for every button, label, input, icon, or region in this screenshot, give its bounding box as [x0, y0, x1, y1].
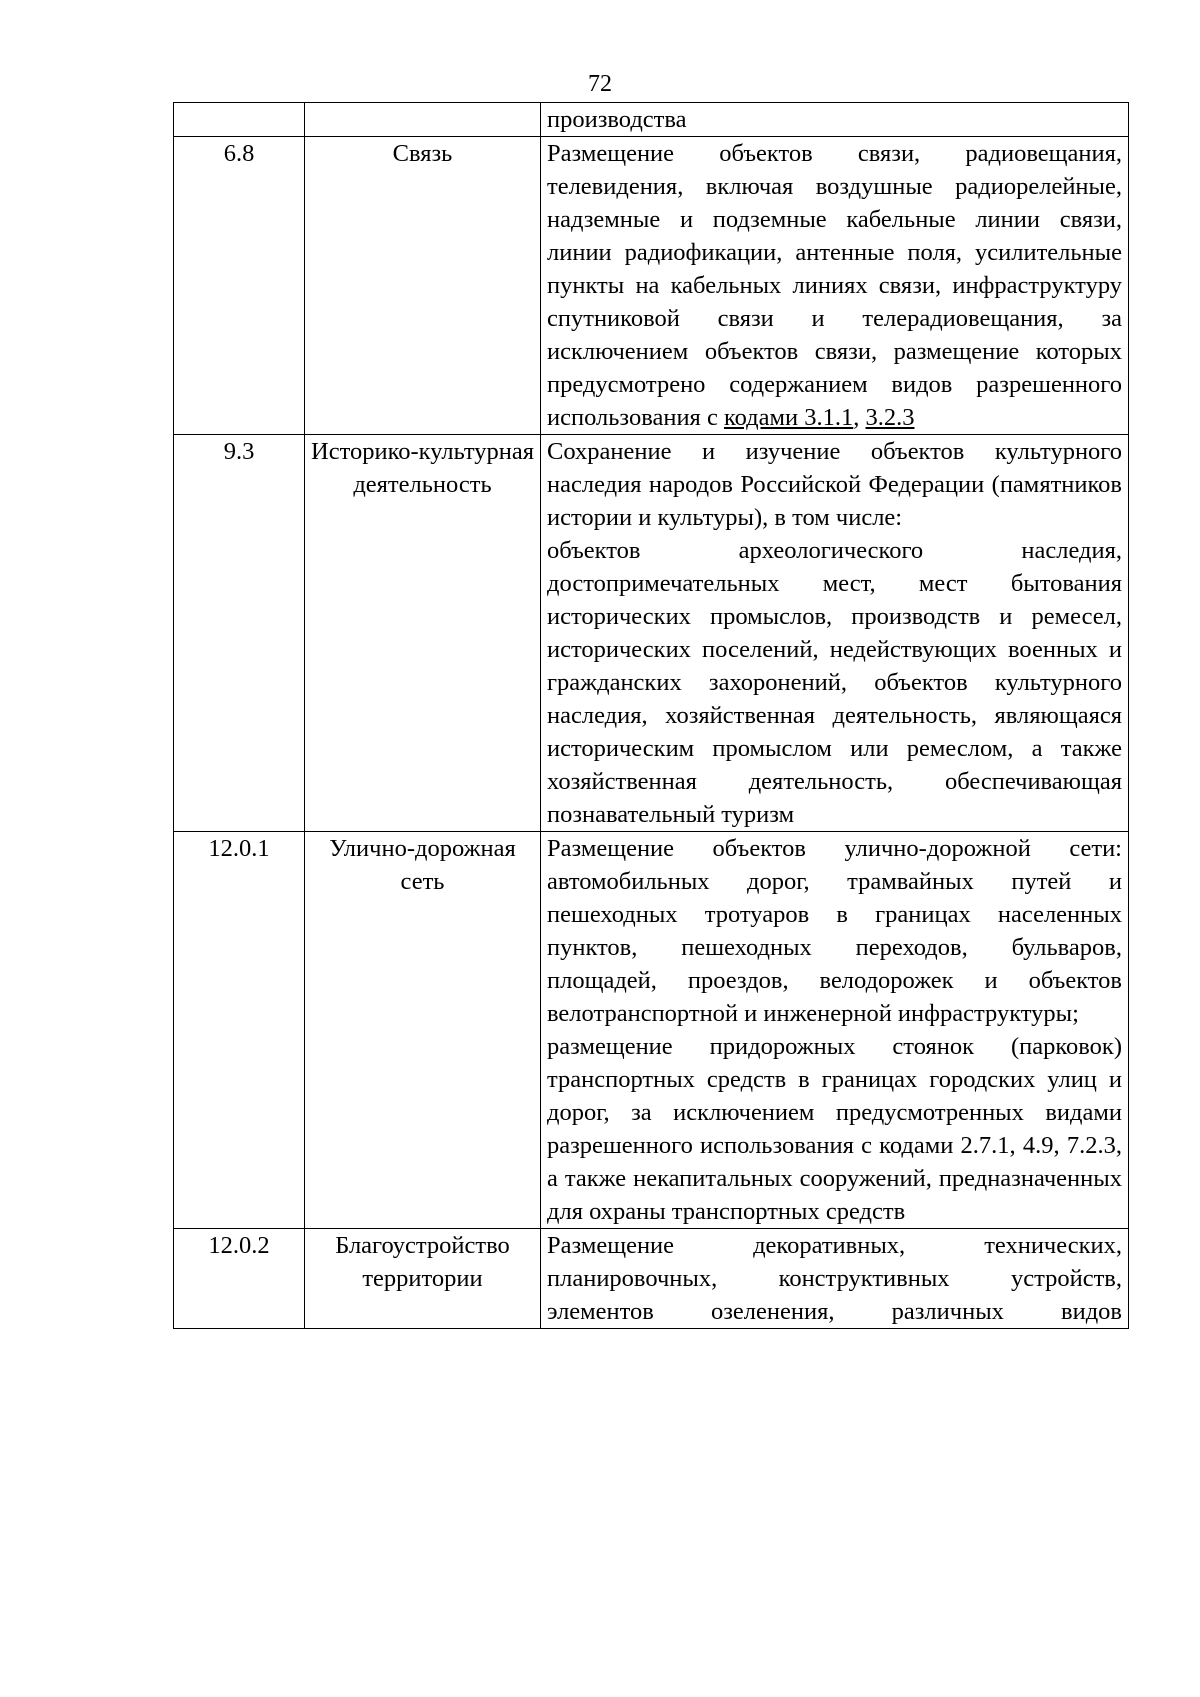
- description-paragraph: объектов археологического наследия, достопримечательных мест, мест бытования исторических промыслов, производств и ремесел, исторических поселений, недействующих военных и гражданских захоронений, объектов культурного наследия, хозяйственная деятельность, являющаяся историческим промыслом или ремеслом, а также хозяйственная деятельность, обеспечивающая познавательный туризм: [547, 537, 1122, 828]
- table-row: [174, 137, 1129, 435]
- code-cell: 12.0.2: [174, 1229, 305, 1329]
- link-separator: ,: [853, 404, 866, 431]
- name-cell: Благоустройство территории: [305, 1229, 541, 1329]
- description-cell: [541, 103, 1129, 137]
- land-use-table: [173, 102, 1129, 1329]
- code-cell: 12.0.1: [174, 832, 305, 1229]
- description-cell: [541, 832, 1129, 1229]
- table-row: [174, 1229, 1129, 1329]
- description-paragraph: Размещение объектов улично-дорожной сети: автомобильных дорог, трамвайных путей и пешеходных тротуаров в границах населенных пунктов, пешеходных переходов, бульваров, площадей, проездов, велодорожек и объектов велотранспортной и инженерной инфраструктуры;: [547, 835, 1122, 1027]
- description-cell: [541, 137, 1129, 435]
- description-cell: [541, 1229, 1129, 1329]
- code-cell: 9.3: [174, 435, 305, 832]
- table-row: [174, 435, 1129, 832]
- code-link-3-2-3[interactable]: 3.2.3: [865, 404, 915, 431]
- description-paragraph: [547, 137, 1122, 434]
- code-link-3-1-1[interactable]: кодами 3.1.1: [723, 404, 854, 431]
- table-row: [174, 103, 1129, 137]
- name-cell: Улично-дорожная сеть: [305, 832, 541, 1229]
- table-row: [174, 832, 1129, 1229]
- description-paragraph: Сохранение и изучение объектов культурного наследия народов Российской Федерации (памятников истории и культуры), в том числе:: [547, 438, 1122, 531]
- description-paragraph: размещение придорожных стоянок (парковок) транспортных средств в границах городских улиц и дорог, за исключением предусмотренных видами разрешенного использования с кодами 2.7.1, 4.9, 7.2.3, а также некапитальных сооружений, предназначенных для охраны транспортных средств: [547, 1033, 1122, 1225]
- name-cell: Связь: [305, 137, 541, 435]
- description-paragraph: производства: [547, 106, 687, 133]
- code-cell: 6.8: [174, 137, 305, 435]
- page-number: 72: [588, 71, 612, 97]
- description-cell: [541, 435, 1129, 832]
- name-cell: Историко-культурная деятельность: [305, 435, 541, 832]
- description-paragraph: Размещение декоративных, технических, планировочных, конструктивных устройств, элементов озеленения, различных видов: [547, 1232, 1122, 1325]
- description-text: Размещение объектов связи, радиовещания, телевидения, включая воздушные радиорелейные, надземные и подземные кабельные линии связи, линии радиофикации, антенные поля, усилительные пункты на кабельных линиях связи, инфраструктуру спутниковой связи и телерадиовещания, за исключением объектов связи, размещение которых предусмотрено содержанием видов разрешенного использования с: [547, 140, 1122, 431]
- name-cell: [305, 103, 541, 137]
- code-cell: [174, 103, 305, 137]
